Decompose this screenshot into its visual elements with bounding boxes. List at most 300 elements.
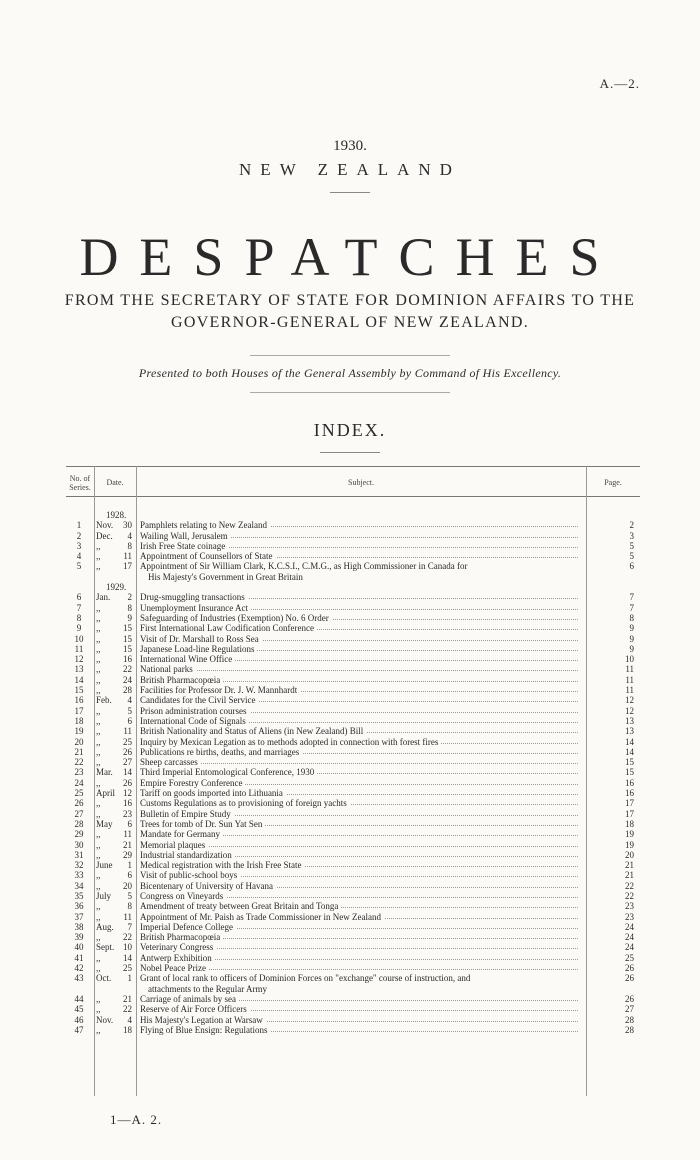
subject-text: Prison administration courses — [140, 706, 250, 716]
page-number: 17 — [625, 808, 634, 819]
series-number: 34 — [74, 880, 84, 891]
table-row — [66, 778, 640, 788]
subject-text: Bulletin of Empire Study — [140, 809, 234, 819]
page-number: 2 — [629, 520, 634, 531]
series-number: 25 — [74, 788, 84, 799]
date-day: 6 — [127, 870, 132, 881]
table-row — [66, 592, 640, 602]
page-number: 21 — [625, 860, 634, 871]
page-number: 19 — [625, 839, 634, 850]
index-rows — [66, 510, 640, 1035]
date-month: ,, — [96, 551, 101, 562]
series-number: 17 — [74, 705, 84, 716]
date-month: ,, — [96, 757, 101, 768]
page-number: 13 — [625, 726, 634, 737]
page-number: 10 — [625, 654, 634, 665]
series-number: 7 — [76, 602, 82, 613]
date-day: 10 — [123, 942, 132, 953]
column-header-no: No. of Series. — [69, 474, 91, 492]
page-number: 24 — [625, 942, 634, 953]
date-month: ,, — [96, 685, 101, 696]
date-day: 15 — [123, 623, 132, 634]
date-day: 30 — [123, 520, 132, 531]
table-row — [66, 634, 640, 644]
subject-text: Publications re births, deaths, and marriages — [140, 747, 302, 757]
date-day: 8 — [127, 602, 132, 613]
date-day: 11 — [123, 726, 132, 737]
date-month: ,, — [96, 623, 101, 634]
page-number: 12 — [625, 695, 634, 706]
column-header-subject: Subject. — [348, 478, 374, 487]
table-row — [66, 829, 640, 839]
subject-cell — [140, 1004, 578, 1014]
date-month: ,, — [96, 798, 101, 809]
date-day: 16 — [123, 798, 132, 809]
table-top-rule — [66, 466, 640, 467]
page-number: 7 — [629, 592, 634, 603]
subject-text: Antwerp Exhibition — [140, 953, 215, 963]
subject-text: Tariff on goods imported into Lithuania — [140, 788, 286, 798]
subject-cell — [140, 829, 578, 839]
subject-cell — [140, 644, 578, 654]
subtitle-line-1: FROM THE SECRETARY OF STATE FOR DOMINION AFFAIRS TO THE — [64, 292, 636, 309]
subject-cell — [140, 1025, 578, 1035]
series-number: 12 — [74, 654, 84, 665]
page-number: 9 — [629, 633, 634, 644]
date-month: ,, — [96, 746, 101, 757]
date-month: April — [96, 788, 115, 799]
subject-text: Carriage of animals by sea — [140, 994, 239, 1004]
page-number: 24 — [625, 921, 634, 932]
table-row — [66, 757, 640, 767]
table-row — [66, 1025, 640, 1035]
table-row — [66, 520, 640, 530]
series-number: 43 — [74, 973, 84, 984]
table-row — [66, 819, 640, 829]
series-number: 5 — [76, 561, 82, 572]
series-number: 26 — [74, 798, 84, 809]
column-header-page: Page. — [604, 478, 622, 487]
subject-text: Empire Forestry Conference — [140, 778, 245, 788]
table-row — [66, 541, 640, 551]
subject-text: Visit of public-school boys — [140, 870, 240, 880]
date-month: ,, — [96, 911, 101, 922]
table-row — [66, 747, 640, 757]
subject-cell — [140, 747, 578, 757]
subject-cell — [140, 654, 578, 664]
document-year: 1930. — [333, 138, 367, 154]
date-month: ,, — [96, 1024, 101, 1035]
date-month: Nov. — [96, 520, 114, 531]
date-day: 17 — [123, 561, 132, 572]
subject-text: Industrial standardization — [140, 850, 235, 860]
subject-text: Memorial plaques — [140, 840, 208, 850]
column-header-date: Date. — [106, 478, 124, 487]
subject-text: His Majesty's Legation at Warsaw — [140, 1015, 266, 1025]
page-number: 22 — [625, 880, 634, 891]
date-month: Mar. — [96, 767, 113, 778]
subject-text: Imperial Defence College — [140, 922, 236, 932]
series-number: 20 — [74, 736, 84, 747]
page-number: 3 — [629, 530, 634, 541]
subject-text-continued: attachments to the Regular Army — [148, 983, 267, 994]
subject-text: British Pharmacopœia — [140, 675, 223, 685]
table-row — [66, 922, 640, 932]
table-row — [66, 840, 640, 850]
subject-text: Reserve of Air Force Officers — [140, 1004, 250, 1014]
date-day: 1 — [127, 860, 132, 871]
subject-text: Flying of Blue Ensign: Regulations — [140, 1025, 271, 1035]
subject-cell — [140, 685, 578, 695]
table-header-rule — [66, 496, 640, 497]
subject-cell — [140, 973, 578, 994]
subject-text: International Wine Office — [140, 654, 235, 664]
subject-cell — [140, 881, 578, 891]
date-month: ,, — [96, 633, 101, 644]
table-row — [66, 603, 640, 613]
subject-text: Sheep carcasses — [140, 757, 201, 767]
series-number: 18 — [74, 715, 84, 726]
page-number: 26 — [625, 963, 634, 974]
date-month: Sept. — [96, 942, 115, 953]
date-day: 28 — [123, 685, 132, 696]
date-day: 26 — [123, 777, 132, 788]
page-number: 25 — [625, 952, 634, 963]
subject-cell — [140, 531, 578, 541]
table-row — [66, 912, 640, 922]
page-footer: 1—A. 2. — [110, 1112, 163, 1127]
subject-text: Nobel Peace Prize — [140, 963, 209, 973]
subject-cell — [140, 942, 578, 952]
table-row — [66, 850, 640, 860]
page-number: 23 — [625, 901, 634, 912]
page-number: 28 — [625, 1024, 634, 1035]
date-day: 6 — [127, 715, 132, 726]
subject-text: Customs Regulations as to provisioning of foreign yachts — [140, 798, 350, 808]
page-number: 7 — [629, 602, 634, 613]
series-number: 37 — [74, 911, 84, 922]
page-number: 23 — [625, 911, 634, 922]
table-row — [66, 767, 640, 777]
subject-cell — [140, 922, 578, 932]
subject-text: International Code of Signals — [140, 716, 249, 726]
page-number: 27 — [625, 1004, 634, 1015]
date-day: 25 — [123, 736, 132, 747]
page-number: 14 — [625, 736, 634, 747]
date-month: ,, — [96, 952, 101, 963]
series-number: 36 — [74, 901, 84, 912]
series-number: 38 — [74, 921, 84, 932]
series-number: 23 — [74, 767, 84, 778]
subject-cell — [140, 634, 578, 644]
date-month: ,, — [96, 777, 101, 788]
subject-cell — [140, 912, 578, 922]
page-number: 11 — [625, 664, 634, 675]
subject-text: Inquiry by Mexican Legation as to methods adopted in connection with forest fires — [140, 737, 441, 747]
subject-text-continued: His Majesty's Government in Great Britain — [148, 571, 303, 582]
series-number: 42 — [74, 963, 84, 974]
subject-text: Trees for tomb of Dr. Sun Yat Sen — [140, 819, 265, 829]
subject-text: British Pharmacopœia — [140, 932, 223, 942]
subject-cell — [140, 891, 578, 901]
date-month: ,, — [96, 540, 101, 551]
series-number: 33 — [74, 870, 84, 881]
page-title: DESPATCHES — [79, 227, 621, 287]
date-day: 22 — [123, 664, 132, 675]
index-heading: INDEX. — [313, 420, 387, 440]
date-month: ,, — [96, 674, 101, 685]
subject-cell — [140, 726, 578, 736]
subject-cell — [140, 664, 578, 674]
date-month: ,, — [96, 870, 101, 881]
year-row — [66, 582, 640, 592]
table-row — [66, 695, 640, 705]
date-day: 5 — [127, 705, 132, 716]
table-row — [66, 963, 640, 973]
subject-cell — [140, 953, 578, 963]
series-number: 4 — [76, 551, 82, 562]
page-number: 15 — [625, 757, 634, 768]
subject-text: Japanese Load-line Regulations — [140, 644, 257, 654]
page-number: 13 — [625, 715, 634, 726]
subject-cell — [140, 809, 578, 819]
page-number: 12 — [625, 705, 634, 716]
leader-dots — [140, 763, 578, 764]
date-month: ,, — [96, 643, 101, 654]
date-month: ,, — [96, 726, 101, 737]
page-number: 8 — [629, 612, 634, 623]
subject-text: National parks — [140, 664, 196, 674]
table-row — [66, 737, 640, 747]
date-month: ,, — [96, 736, 101, 747]
date-month: Feb. — [96, 695, 112, 706]
series-number: 15 — [74, 685, 84, 696]
date-day: 18 — [123, 1024, 132, 1035]
country-heading: NEW ZEALAND — [239, 160, 461, 179]
date-month: ,, — [96, 602, 101, 613]
table-row — [66, 1004, 640, 1014]
subject-cell — [140, 716, 578, 726]
subject-cell — [140, 737, 578, 747]
date-day: 21 — [123, 839, 132, 850]
series-number: 47 — [74, 1024, 84, 1035]
series-number: 8 — [76, 612, 82, 623]
date-day: 14 — [123, 767, 132, 778]
date-day: 9 — [127, 612, 132, 623]
subject-cell — [140, 520, 578, 530]
series-number: 32 — [74, 860, 84, 871]
subject-cell — [140, 551, 578, 561]
series-number: 6 — [76, 592, 82, 603]
table-row — [66, 994, 640, 1004]
subject-cell — [140, 850, 578, 860]
subject-text: Veterinary Congress — [140, 942, 216, 952]
table-row — [66, 726, 640, 736]
subject-cell — [140, 757, 578, 767]
subject-text: Safeguarding of Industries (Exemption) No. 6 Order — [140, 613, 332, 623]
page-number: 14 — [625, 746, 634, 757]
series-number: 13 — [74, 664, 84, 675]
date-month: Oct. — [96, 973, 112, 984]
date-day: 21 — [123, 993, 132, 1004]
table-row — [66, 788, 640, 798]
table-row — [66, 891, 640, 901]
date-month: Aug. — [96, 921, 114, 932]
page-number: 11 — [625, 674, 634, 685]
date-month: May — [96, 818, 113, 829]
series-number: 30 — [74, 839, 84, 850]
subject-cell — [140, 1015, 578, 1025]
subject-cell — [140, 778, 578, 788]
date-month: Jan. — [96, 592, 111, 603]
subject-cell — [140, 788, 578, 798]
subject-text: Third Imperial Entomological Conference, 1930 — [140, 767, 317, 777]
subtitle-line-2: GOVERNOR-GENERAL OF NEW ZEALAND. — [170, 314, 529, 331]
table-row — [66, 973, 640, 994]
date-month: ,, — [96, 664, 101, 675]
series-number: 28 — [74, 818, 84, 829]
subject-text: Bicentenary of University of Havana — [140, 881, 276, 891]
table-row — [66, 881, 640, 891]
date-month: ,, — [96, 715, 101, 726]
date-day: 16 — [123, 654, 132, 665]
date-month: ,, — [96, 901, 101, 912]
date-month: ,, — [96, 808, 101, 819]
date-day: 24 — [123, 674, 132, 685]
subject-cell — [140, 603, 578, 613]
table-row — [66, 953, 640, 963]
subject-cell — [140, 932, 578, 942]
page-number: 15 — [625, 767, 634, 778]
subject-text: Candidates for the Civil Service — [140, 695, 258, 705]
date-day: 2 — [127, 592, 132, 603]
subject-text: Visit of Dr. Marshall to Ross Sea — [140, 634, 262, 644]
date-day: 4 — [127, 1014, 132, 1025]
date-month: ,, — [96, 654, 101, 665]
date-day: 6 — [127, 818, 132, 829]
subject-text: Unemployment Insurance Act — [140, 603, 251, 613]
table-row — [66, 809, 640, 819]
table-row — [66, 870, 640, 880]
subject-cell — [140, 963, 578, 973]
series-number: 45 — [74, 1004, 84, 1015]
date-day: 8 — [127, 901, 132, 912]
leader-dots — [140, 670, 578, 671]
date-day: 5 — [127, 890, 132, 901]
date-day: 15 — [123, 643, 132, 654]
series-number: 9 — [76, 623, 82, 634]
series-number: 41 — [74, 952, 84, 963]
subject-cell — [140, 819, 578, 829]
subject-cell — [140, 675, 578, 685]
page-number: 9 — [629, 623, 634, 634]
year-label: 1929. — [106, 582, 127, 593]
subject-cell — [140, 840, 578, 850]
divider — [330, 192, 370, 193]
series-number: 14 — [74, 674, 84, 685]
date-month: ,, — [96, 1004, 101, 1015]
index-table — [66, 466, 640, 1096]
series-number: 10 — [74, 633, 84, 644]
subject-cell — [140, 860, 578, 870]
page-number: 26 — [625, 973, 634, 984]
date-day: 11 — [123, 829, 132, 840]
page-number: 5 — [629, 551, 634, 562]
date-month: June — [96, 860, 113, 871]
table-row — [66, 623, 640, 633]
table-row — [66, 561, 640, 582]
subject-text: Facilities for Professor Dr. J. W. Mannhardt — [140, 685, 300, 695]
table-row — [66, 613, 640, 623]
page-number: 24 — [625, 932, 634, 943]
date-month: Nov. — [96, 1014, 114, 1025]
series-number: 29 — [74, 829, 84, 840]
table-row — [66, 798, 640, 808]
page-number: 28 — [625, 1014, 634, 1025]
date-day: 15 — [123, 633, 132, 644]
table-row — [66, 551, 640, 561]
page-number: 6 — [629, 561, 634, 572]
subject-text: Grant of local rank to officers of Dominion Forces on "exchange" course of instruction, and — [140, 973, 471, 984]
table-row — [66, 685, 640, 695]
subject-cell — [140, 695, 578, 705]
subject-text: Congress on Vineyards — [140, 891, 226, 901]
date-day: 8 — [127, 540, 132, 551]
series-number: 44 — [74, 993, 84, 1004]
year-label: 1928. — [106, 510, 127, 520]
page-number: 16 — [625, 788, 634, 799]
series-number: 16 — [74, 695, 84, 706]
page-number: 9 — [629, 643, 634, 654]
date-day: 11 — [123, 551, 132, 562]
series-number: 39 — [74, 932, 84, 943]
series-number: 35 — [74, 890, 84, 901]
table-row — [66, 1015, 640, 1025]
subject-text: Pamphlets relating to New Zealand — [140, 520, 270, 530]
subject-cell — [140, 798, 578, 808]
date-month: ,, — [96, 839, 101, 850]
date-day: 22 — [123, 1004, 132, 1015]
subject-cell — [140, 706, 578, 716]
subject-text: First International Law Codification Conference — [140, 623, 317, 633]
subject-text: Drug-smuggling transactions — [140, 592, 248, 602]
date-month: ,, — [96, 932, 101, 943]
subject-text: Mandate for Germany — [140, 829, 223, 839]
subject-text: Appointment of Sir William Clark, K.C.S.I., C.M.G., as High Commissioner in Canada for — [140, 561, 468, 572]
subject-cell — [140, 592, 578, 602]
date-month: ,, — [96, 612, 101, 623]
date-day: 25 — [123, 963, 132, 974]
date-day: 1 — [127, 973, 132, 984]
date-day: 12 — [123, 788, 132, 799]
date-day: 14 — [123, 952, 132, 963]
subject-cell — [140, 561, 578, 582]
series-number: 46 — [74, 1014, 84, 1025]
year-row — [66, 510, 640, 520]
table-row — [66, 706, 640, 716]
table-row — [66, 644, 640, 654]
page-number: 11 — [625, 685, 634, 696]
date-day: 22 — [123, 932, 132, 943]
date-month: ,, — [96, 561, 101, 572]
table-row — [66, 860, 640, 870]
date-month: July — [96, 890, 112, 901]
table-row — [66, 675, 640, 685]
document-reference: A.—2. — [599, 76, 640, 91]
series-number: 21 — [74, 746, 84, 757]
subject-cell — [140, 870, 578, 880]
page-number: 20 — [625, 849, 634, 860]
